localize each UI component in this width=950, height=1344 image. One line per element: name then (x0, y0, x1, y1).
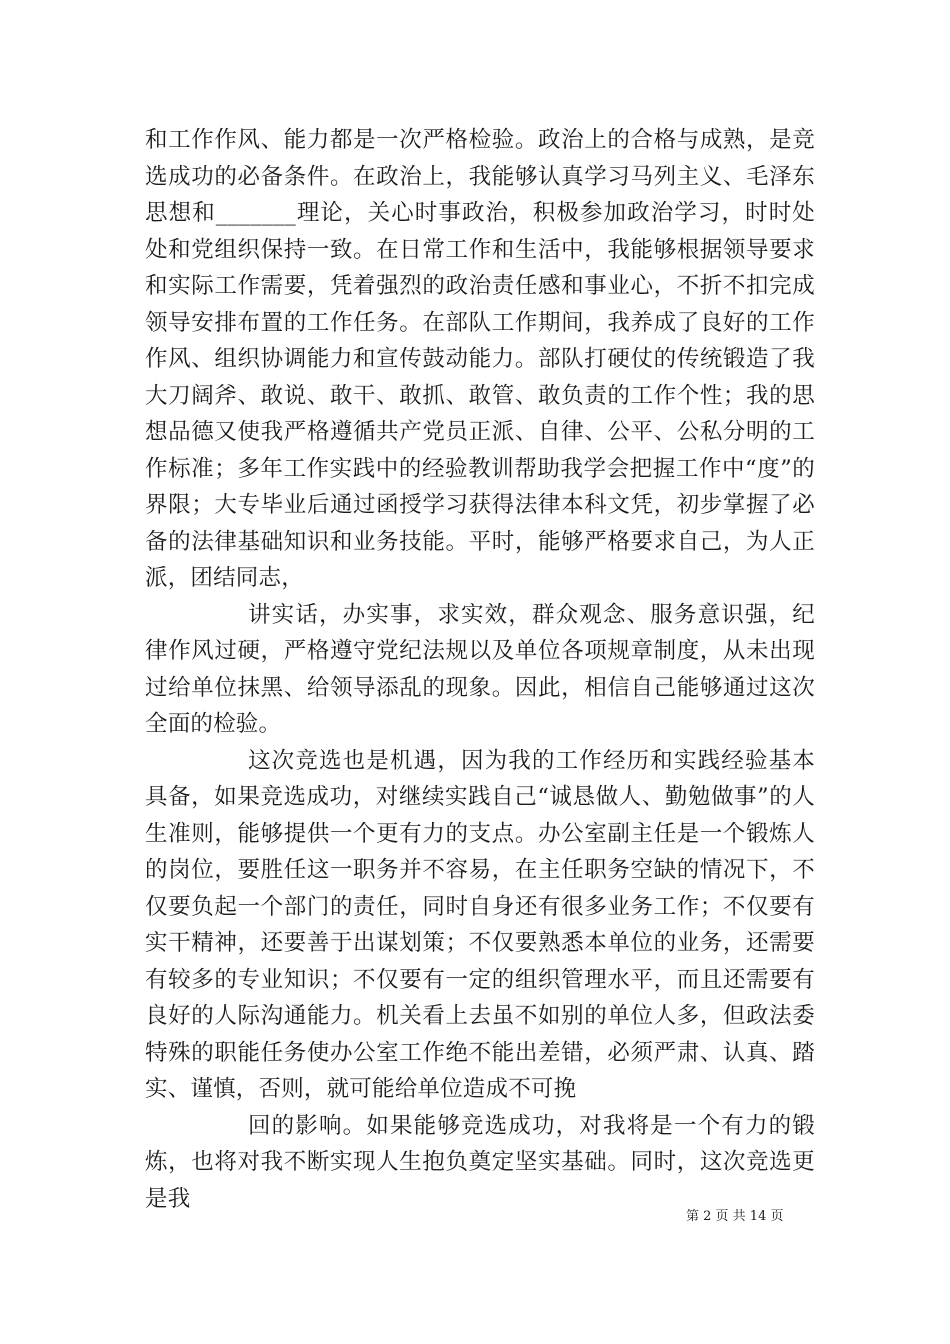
paragraph-1: 和工作作风、能力都是一次严格检验。政治上的合格与成熟，是竞选成功的必备条件。在政治上，我能够认真学习马列主义、毛泽东思想和_______理论，关心时事政治，积极参加政治学习，时时处处和党组织保持一致。在日常工作和生活中，我能够根据领导要求和实际工作需要，凭着强烈的政治责任感和事业心，不折不扣完成领导安排布置的工作任务。在部队工作期间，我养成了良好的工作作风、组织协调能力和宣传鼓动能力。部队打硬仗的传统锻造了我大刀阔斧、敢说、敢干、敢抓、敢管、敢负责的工作个性；我的思想品德又使我严格遵循共产党员正派、自律、公平、公私分明的工作标准；多年工作实践中的经验教训帮助我学会把握工作中“度”的界限；大专毕业后通过函授学习获得法律本科文凭，初步掌握了必备的法律基础知识和业务技能。平时，能够严格要求自己，为人正派，团结同志， (145, 127, 815, 591)
page-number-footer: 第 2 页 共 14 页 (686, 1209, 784, 1224)
paragraph-3: 这次竞选也是机遇，因为我的工作经历和实践经验基本具备，如果竞选成功，对继续实践自己“诚恳做人、勤勉做事”的人生准则，能够提供一个更有力的支点。办公室副主任是一个锻炼人的岗位，要胜任这一职务并不容易，在主任职务空缺的情况下，不仅要负起一个部门的责任，同时自身还有很多业务工作；不仅要有实干精神，还要善于出谋划策；不仅要熟悉本单位的业务，还需要有较多的专业知识；不仅要有一定的组织管理水平，而且还需要有良好的人际沟通能力。机关看上去虽不如别的单位人多，但政法委特殊的职能任务使办公室工作绝不能出差错，必须严肃、认真、踏实、谨慎，否则，就可能给单位造成不可挽 (145, 747, 815, 1102)
paragraph-4: 回的影响。如果能够竞选成功，对我将是一个有力的锻炼，也将对我不断实现人生抱负奠定坚实基础。同时，这次竞选更是我 (145, 1112, 815, 1212)
document-body (145, 122, 815, 1217)
paragraph-2: 讲实话，办实事，求实效，群众观念、服务意识强，纪律作风过硬，严格遵守党纪法规以及单位各项规章制度，从未出现过给单位抹黑、给领导添乱的现象。因此，相信自己能够通过这次全面的检验。 (145, 601, 815, 737)
